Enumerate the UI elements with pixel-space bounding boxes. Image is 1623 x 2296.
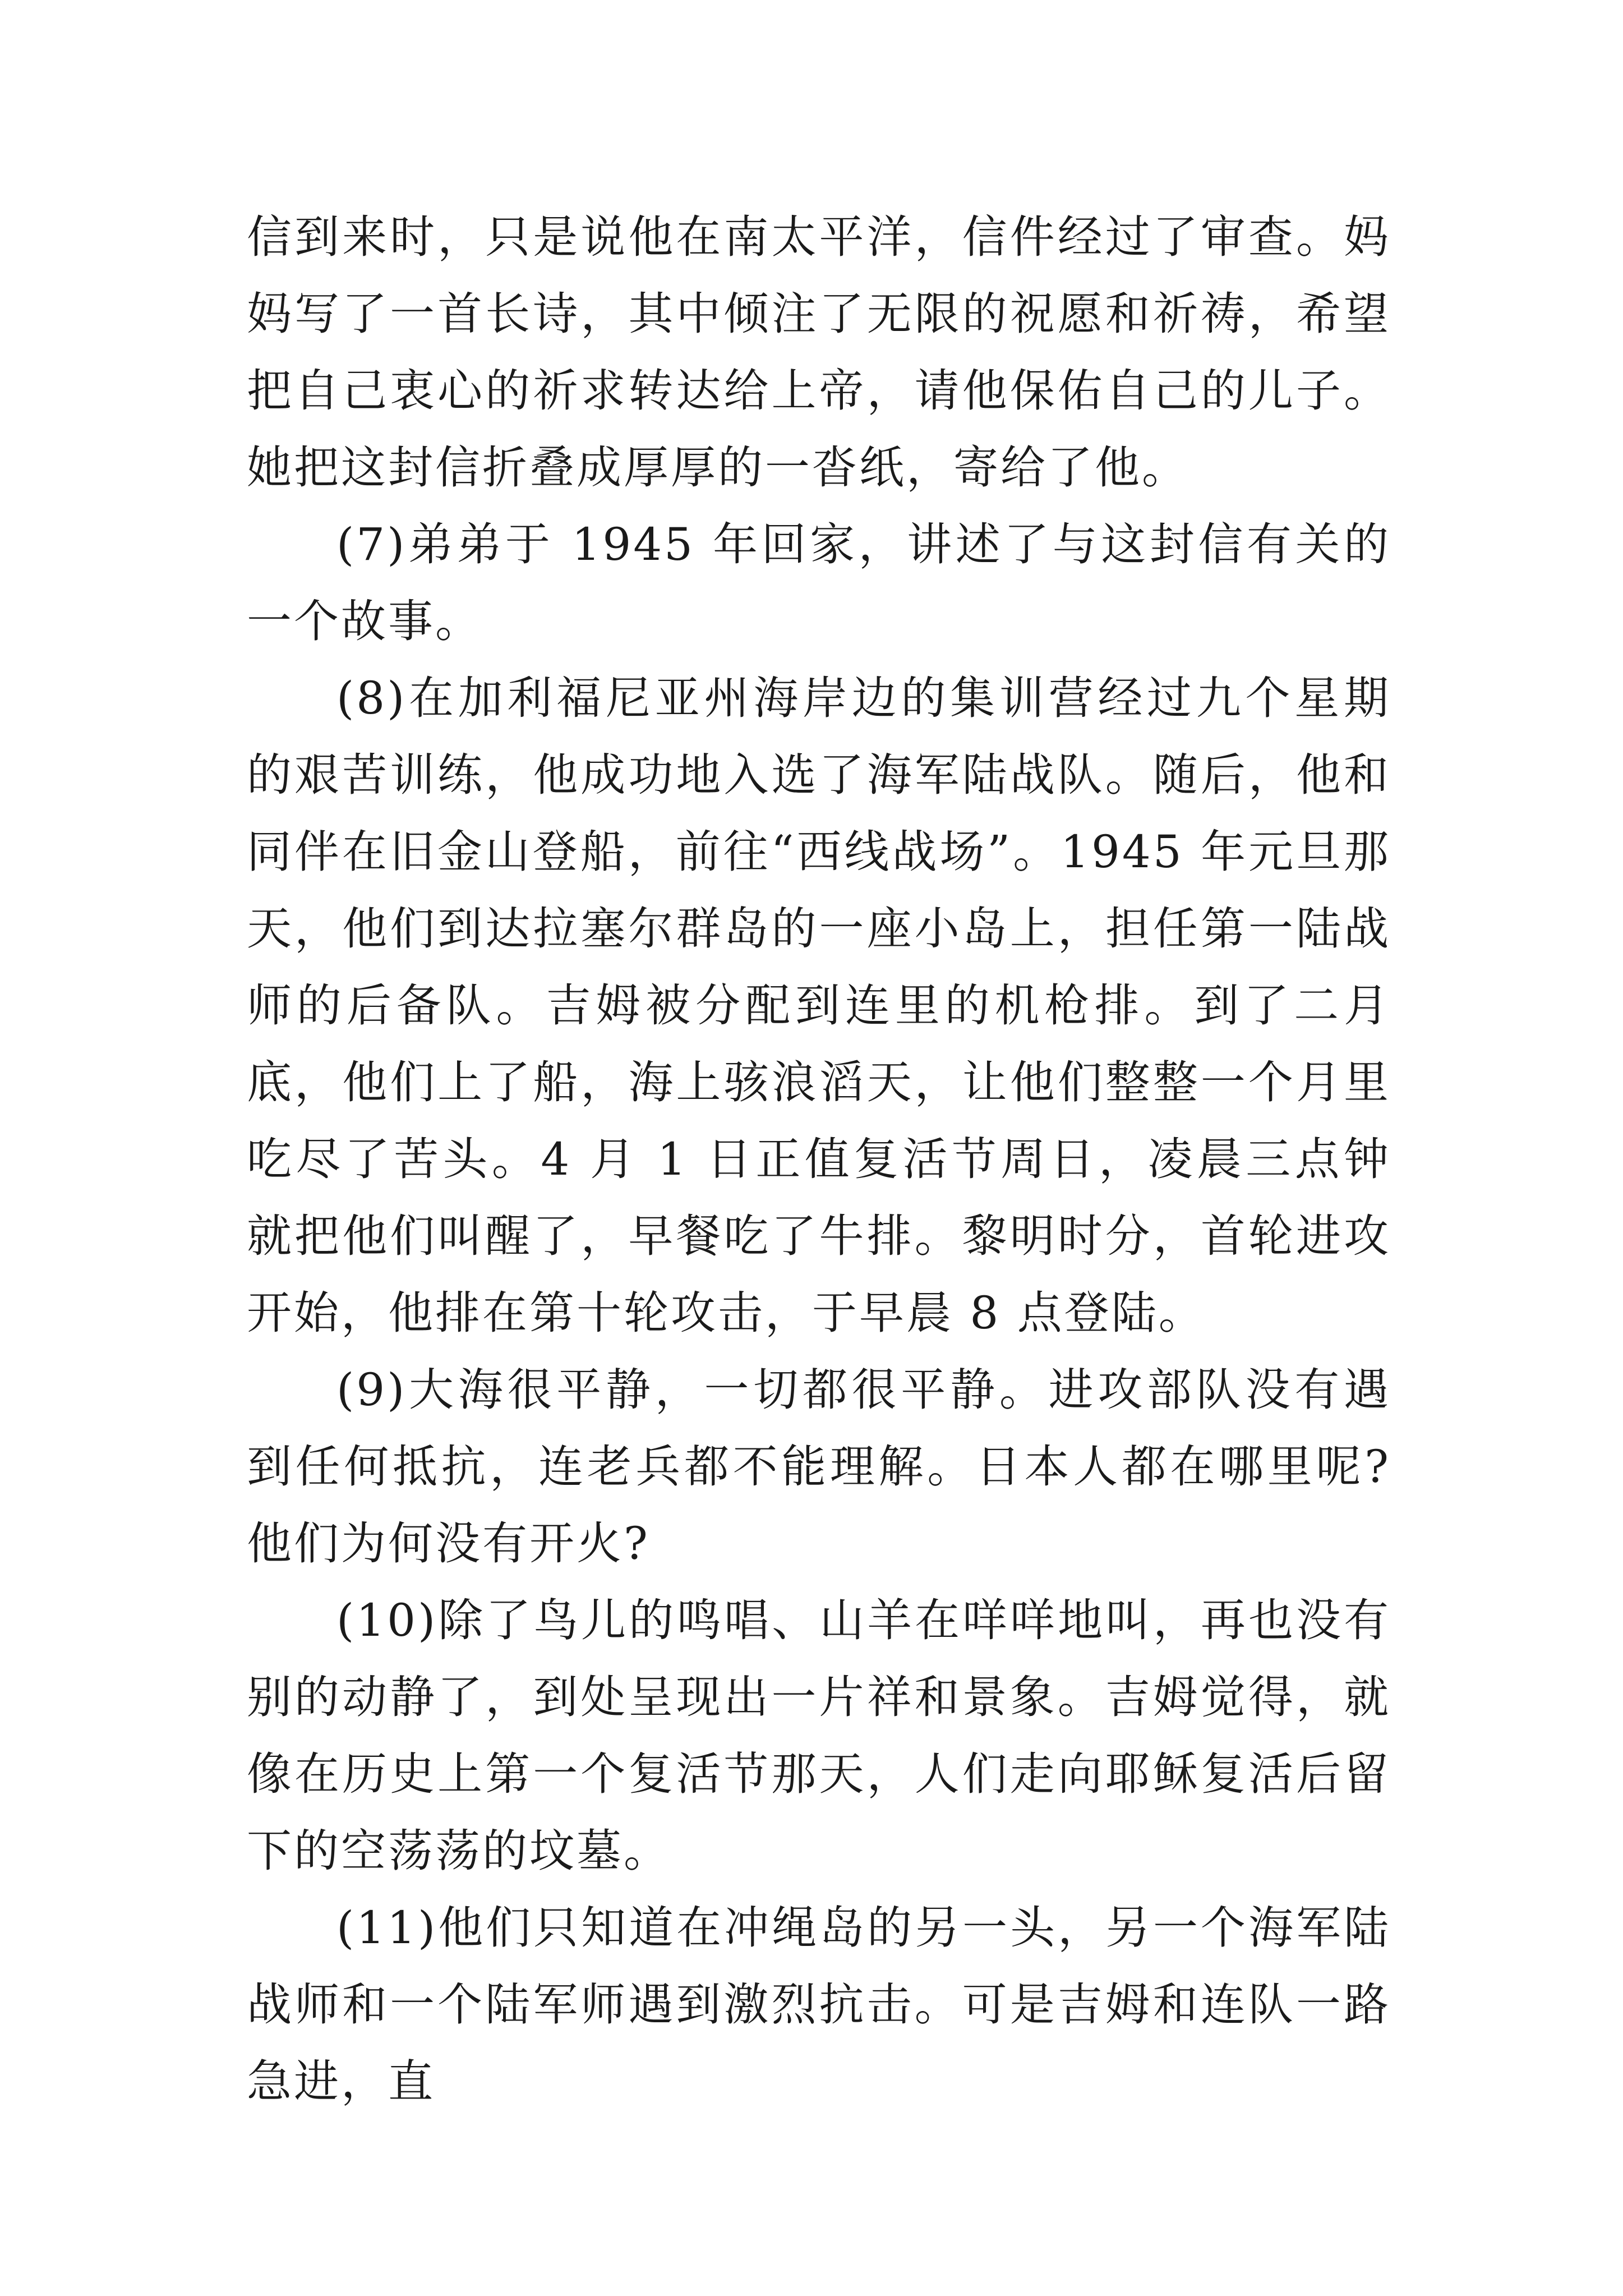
document-body [247, 199, 1391, 2120]
paragraph-8: (8)在加利福尼亚州海岸边的集训营经过九个星期的艰苦训练，他成功地入选了海军陆战队。随后，他和同伴在旧金山登船，前往“西线战场”。1945 年元旦那天，他们到达拉塞尔群岛的一座小岛上，担任第一陆战师的后备队。吉姆被分配到连里的机枪排。到了二月底，他们上了船，海上骇浪滔天，让他们整整一个月里吃尽了苦头。4 月 1 日正值复活节周日，凌晨三点钟就把他们叫醒了，早餐吃了牛排。黎明时分，首轮进攻开始，他排在第十轮攻击，于早晨 8 点登陆。 [247, 672, 1391, 1339]
paragraph-9: (9)大海很平静，一切都很平静。进攻部队没有遇到任何抵抗，连老兵都不能理解。日本人都在哪里呢?他们为何没有开火? [247, 1364, 1391, 1570]
paragraph-letter-continuation: 信到来时，只是说他在南太平洋，信件经过了审查。妈妈写了一首长诗，其中倾注了无限的祝愿和祈祷，希望把自己衷心的祈求转达给上帝，请他保佑自己的儿子。她把这封信折叠成厚厚的一沓纸，寄给了他。 [247, 211, 1391, 494]
paragraph-11: (11)他们只知道在冲绳岛的另一头，另一个海军陆战师和一个陆军师遇到激烈抗击。可是吉姆和连队一路急进，直 [247, 1902, 1391, 2108]
paragraph-7: (7)弟弟于 1945 年回家，讲述了与这封信有关的一个故事。 [247, 518, 1391, 647]
paragraph-10: (10)除了鸟儿的鸣唱、山羊在咩咩地叫，再也没有别的动静了，到处呈现出一片祥和景象。吉姆觉得，就像在历史上第一个复活节那天，人们走向耶稣复活后留下的空荡荡的坟墓。 [247, 1594, 1391, 1877]
